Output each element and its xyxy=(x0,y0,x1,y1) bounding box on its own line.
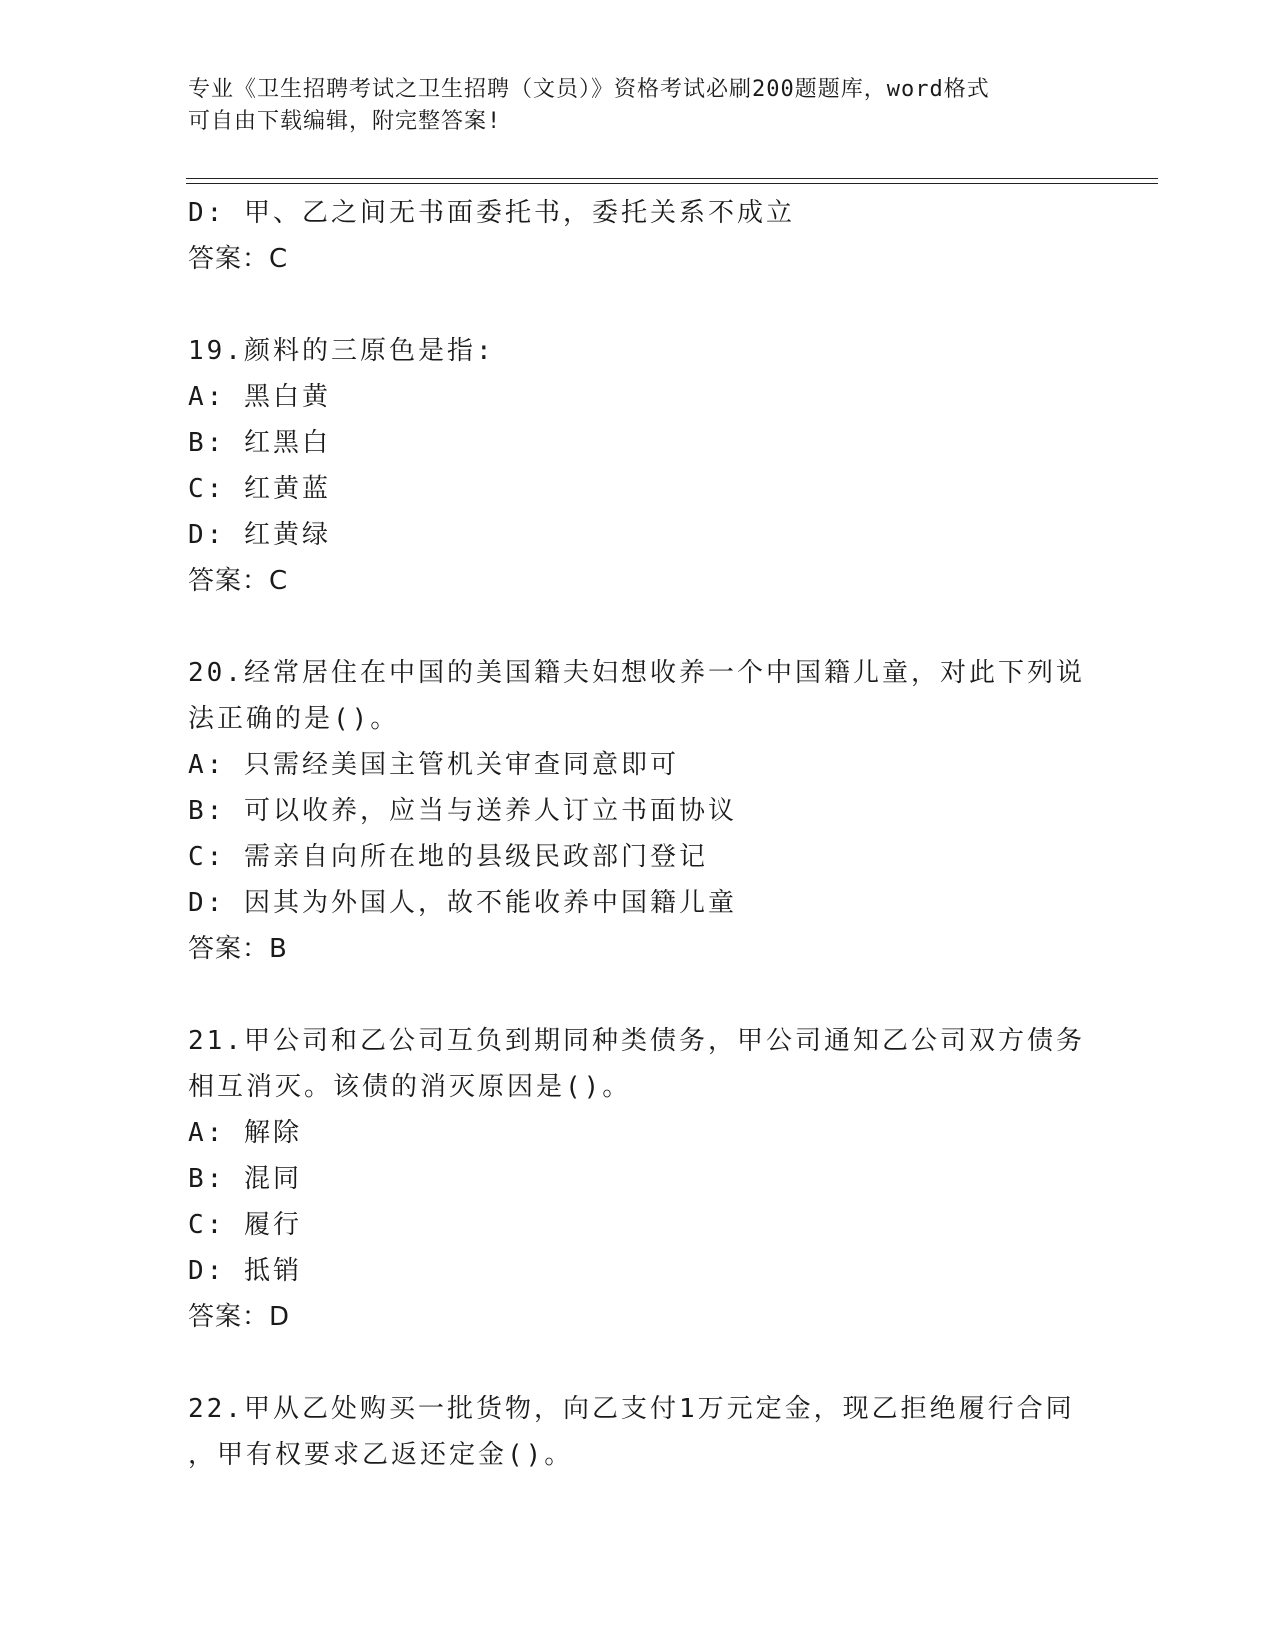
question-list xyxy=(188,190,1088,1478)
header-divider-bottom xyxy=(186,183,1158,184)
q22-stem-line-2: ，甲有权要求乙返还定金()。 xyxy=(188,1440,574,1470)
q19-option-d: D: 红黄绿 xyxy=(188,520,331,550)
q20-answer: 答案：B xyxy=(188,934,288,964)
q21-answer: 答案：D xyxy=(188,1302,291,1332)
q21-stem-line-2: 相互消灭。该债的消灭原因是()。 xyxy=(188,1072,632,1102)
q20-option-a: A: 只需经美国主管机关审查同意即可 xyxy=(188,750,679,780)
header-line-1: 专业《卫生招聘考试之卫生招聘（文员）》资格考试必刷200题题库，word格式 xyxy=(188,77,990,102)
q21-option-d: D: 抵销 xyxy=(188,1256,302,1286)
q22-stem-line-1: 22.甲从乙处购买一批货物，向乙支付1万元定金，现乙拒绝履行合同 xyxy=(188,1394,1075,1424)
q21-option-c: C: 履行 xyxy=(188,1210,302,1240)
spacer xyxy=(188,282,1088,328)
q19-stem: 19.颜料的三原色是指: xyxy=(188,336,495,366)
q20-option-c: C: 需亲自向所在地的县级民政部门登记 xyxy=(188,842,708,872)
header-divider-top xyxy=(186,178,1158,179)
q19-option-b: B: 红黑白 xyxy=(188,428,331,458)
header-line-2: 可自由下载编辑，附完整答案! xyxy=(188,109,502,134)
spacer xyxy=(188,1340,1088,1386)
q21-option-a: A: 解除 xyxy=(188,1118,302,1148)
document-page xyxy=(188,0,1158,1650)
q20-option-d: D: 因其为外国人，故不能收养中国籍儿童 xyxy=(188,888,737,918)
q20-option-b: B: 可以收养，应当与送养人订立书面协议 xyxy=(188,796,737,826)
q20-stem-line-1: 20.经常居住在中国的美国籍夫妇想收养一个中国籍儿童，对此下列说 xyxy=(188,658,1085,688)
prev-option-d: D: 甲、乙之间无书面委托书，委托关系不成立 xyxy=(188,198,795,228)
q21-option-b: B: 混同 xyxy=(188,1164,302,1194)
spacer xyxy=(188,972,1088,1018)
spacer xyxy=(188,604,1088,650)
q19-answer: 答案：C xyxy=(188,566,289,596)
q21-stem-line-1: 21.甲公司和乙公司互负到期同种类债务，甲公司通知乙公司双方债务 xyxy=(188,1026,1085,1056)
q19-option-c: C: 红黄蓝 xyxy=(188,474,331,504)
prev-answer: 答案：C xyxy=(188,244,289,274)
q20-stem-line-2: 法正确的是()。 xyxy=(188,704,400,734)
q19-option-a: A: 黑白黄 xyxy=(188,382,331,412)
page-header xyxy=(188,74,1068,138)
